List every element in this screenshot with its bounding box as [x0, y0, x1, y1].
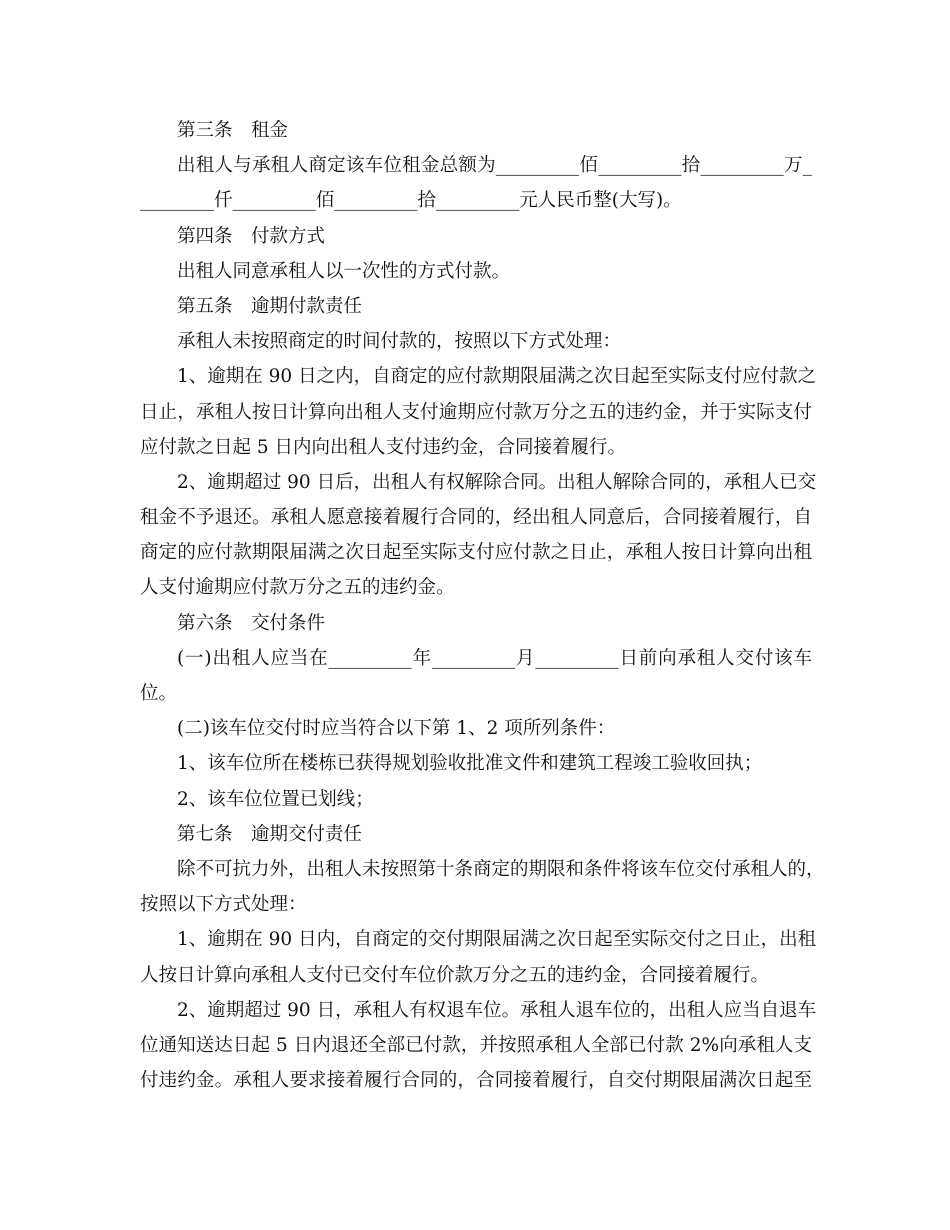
paragraph-line: 日止，承租人按日计算向出租人支付逾期应付款万分之五的违约金，并于实际支付 [140, 401, 812, 423]
paragraph-line: 出租人同意承租人以一次性的方式付款。 [177, 260, 511, 282]
paragraph-line: (二)该车位交付时应当符合以下第 1、2 项所列条件： [177, 718, 616, 740]
paragraph-line: 租金不予退还。承租人愿意接着履行合同的，经出租人同意后，合同接着履行，自 [140, 507, 812, 529]
section-heading: 第五条 逾期付款责任 [177, 295, 363, 317]
paragraph-line: 出租人与承租人商定该车位租金总额为_________佰_________拾_________万_ [177, 155, 812, 177]
section-heading: 第七条 逾期交付责任 [177, 823, 363, 845]
paragraph-line: 人支付逾期应付款万分之五的违约金。 [140, 577, 455, 599]
paragraph-line: 2、逾期超过 90 日，承租人有权退车位。承租人退车位的，出租人应当自退车 [177, 999, 817, 1021]
paragraph-line: 2、逾期超过 90 日后，出租人有权解除合同。出租人解除合同的，承租人已交 [177, 471, 817, 493]
paragraph-line: ________仟_________佰_________拾_________元人民币整(大写)。 [140, 190, 682, 212]
paragraph-line: 按照以下方式处理： [140, 894, 307, 916]
paragraph-line: 2、该车位位置已划线； [177, 788, 374, 810]
document-page [140, 113, 825, 1098]
section-heading: 第四条 付款方式 [177, 225, 326, 247]
paragraph-line: 1、该车位所在楼栋已获得规划验收批准文件和建筑工程竣工验收回执； [177, 753, 763, 775]
paragraph-line: 1、逾期在 90 日内，自商定的交付期限届满之次日起至实际交付之日止，出租 [177, 929, 817, 951]
paragraph-line: 除不可抗力外，出租人未按照第十条商定的期限和条件将该车位交付承租人的， [177, 858, 825, 880]
paragraph-line: 1、逾期在 90 日之内，自商定的应付款期限届满之次日起至实际支付应付款之 [177, 366, 817, 388]
paragraph-line: 位。 [140, 683, 178, 704]
paragraph-line: 应付款之日起 5 日内向出租人支付违约金，合同接着履行。 [140, 436, 627, 458]
paragraph-line: 承租人未按照商定的时间付款的，按照以下方式处理： [177, 331, 622, 353]
section-heading: 第六条 交付条件 [177, 612, 326, 634]
paragraph-line: 位通知送达日起 5 日内退还全部已付款，并按照承租人全部已付款 2%向承租人支 [140, 1034, 812, 1056]
paragraph-line: 付违约金。承租人要求接着履行合同的，合同接着履行，自交付期限届满次日起至 [140, 1070, 812, 1092]
section-heading: 第三条 租金 [177, 120, 289, 141]
paragraph-line: (一)出租人应当在_________年_________月_________日前向承租人交付该车 [177, 647, 812, 669]
paragraph-line: 商定的应付款期限届满之次日起至实际支付应付款之日止，承租人按日计算向出租 [140, 542, 812, 564]
paragraph-line: 人按日计算向承租人支付已交付车位价款万分之五的违约金，合同接着履行。 [140, 964, 770, 986]
